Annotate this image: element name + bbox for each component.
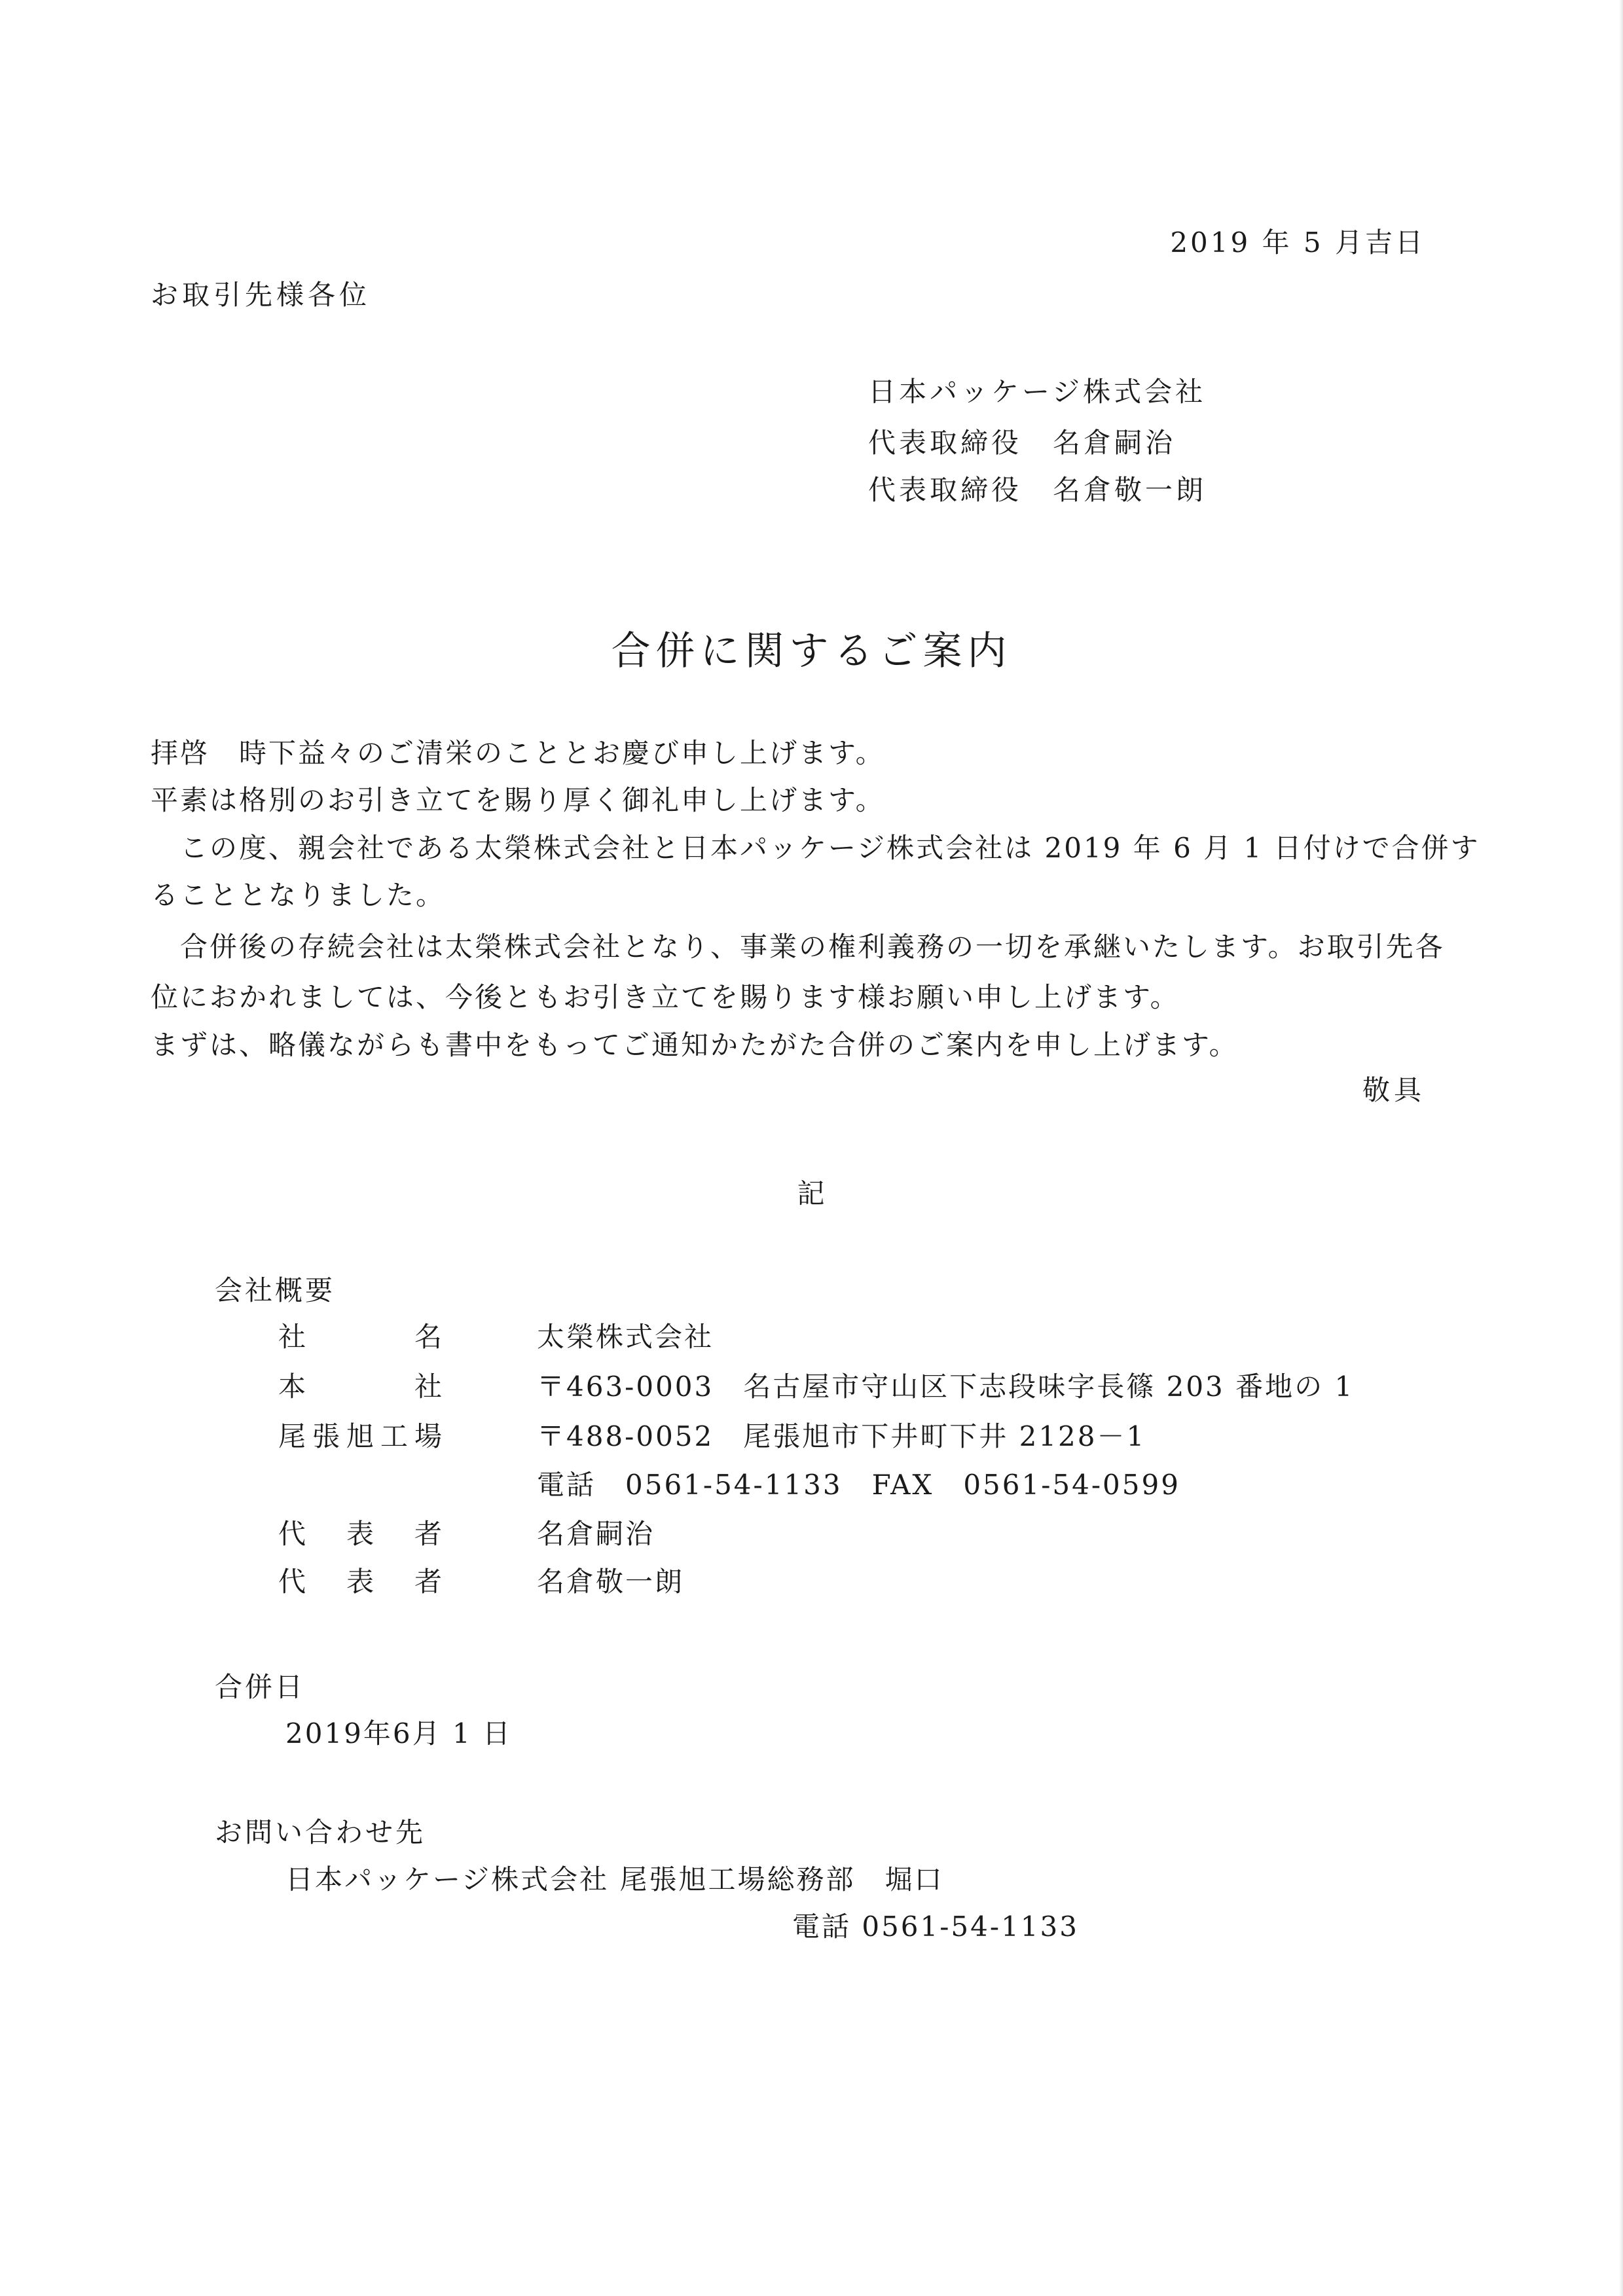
body-line: 位におかれましては、今後ともお引き立てを賜ります様お願い申し上げます。 (151, 981, 1180, 1013)
overview-label: 代表者 (278, 1518, 442, 1550)
body-line: 拝啓 時下益々のご清栄のこととお慶び申し上げます。 (151, 737, 885, 769)
overview-value: 名倉敬一朗 (537, 1566, 685, 1598)
contact-organization: 日本パッケージ株式会社 尾張旭工場総務部 堀口 (285, 1863, 944, 1895)
sender-representative-2: 代表取締役 名倉敬一朗 (868, 474, 1207, 506)
overview-label: 社名 (278, 1321, 442, 1353)
closing-word: 敬具 (1362, 1074, 1425, 1106)
overview-value: 電話 0561-54-1133 FAX 0561-54-0599 (537, 1469, 1180, 1501)
issue-date: 2019 年 5 月吉日 (1170, 226, 1425, 259)
body-line: 平素は格別のお引き立てを賜り厚く御礼申し上げます。 (151, 784, 885, 816)
sender-representative-1: 代表取締役 名倉嗣治 (868, 427, 1176, 459)
company-overview-heading: 会社概要 (215, 1274, 336, 1306)
scan-edge-shadow (1619, 0, 1623, 2296)
overview-label: 代表者 (278, 1566, 442, 1598)
sender-company: 日本パッケージ株式会社 (868, 376, 1207, 408)
ki-heading: 記 (797, 1177, 826, 1210)
overview-value: 〒463-0003 名古屋市守山区下志段味字長篠 203 番地の 1 (537, 1371, 1355, 1403)
overview-label: 尾張旭工場 (278, 1420, 442, 1452)
body-line: この度、親会社である太榮株式会社と日本パッケージ株式会社は 2019 年 6 月 1 日付けで合併す (151, 832, 1480, 864)
merger-date-heading: 合併日 (215, 1671, 306, 1703)
overview-value: 名倉嗣治 (537, 1518, 655, 1550)
merger-date-value: 2019年6月 1 日 (285, 1717, 513, 1749)
contact-telephone: 電話 0561-54-1133 (792, 1910, 1079, 1943)
document-title: 合併に関するご案内 (611, 628, 1012, 674)
overview-value: 〒488-0052 尾張旭市下井町下井 2128－1 (537, 1420, 1146, 1452)
recipient-line: お取引先様各位 (151, 279, 371, 311)
body-line: ることとなりました。 (151, 879, 446, 911)
contact-heading: お問い合わせ先 (215, 1816, 426, 1848)
body-line: 合併後の存続会社は太榮株式会社となり、事業の権利義務の一切を承継いたします。お取引先各 (151, 931, 1445, 963)
body-line: まずは、略儀ながらも書中をもってご通知かたがた合併のご案内を申し上げます。 (151, 1029, 1239, 1061)
overview-label: 本社 (278, 1371, 442, 1403)
overview-value: 太榮株式会社 (537, 1321, 714, 1353)
